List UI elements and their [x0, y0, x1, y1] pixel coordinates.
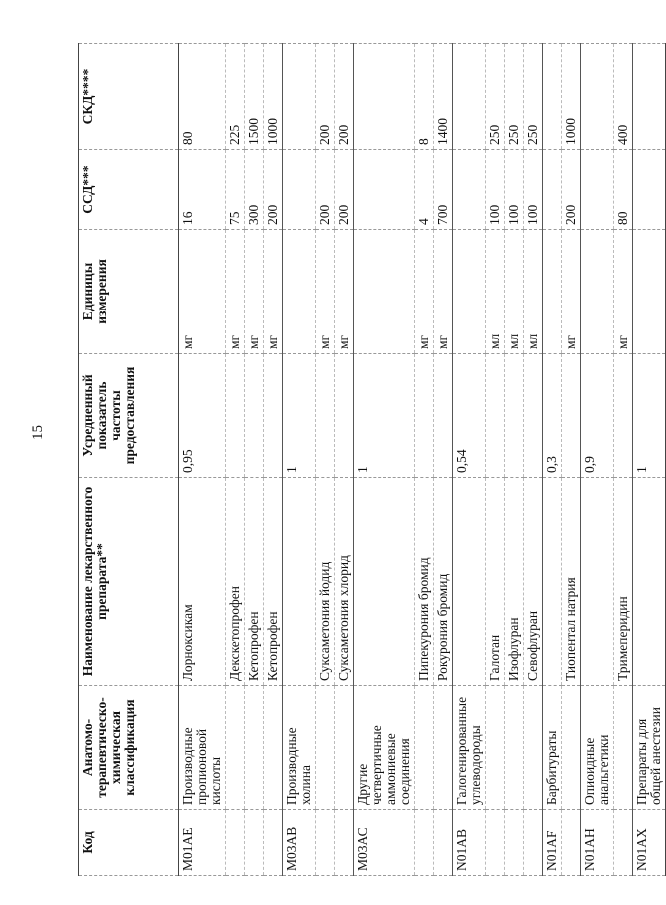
cell-drug [633, 478, 666, 686]
cell-ssd: 700 [434, 150, 453, 230]
cell-ssd: 100 [486, 150, 505, 230]
cell-freq [226, 354, 245, 478]
cell-code: N01AH [581, 810, 614, 876]
cell-atc: Производные пропионовой кислоты [179, 686, 226, 810]
table-row [453, 44, 486, 876]
rotated-table-container [78, 44, 663, 876]
cell-skd [453, 44, 486, 150]
cell-freq [614, 354, 633, 478]
cell-unit: мл [524, 230, 543, 354]
table-row [245, 44, 264, 876]
cell-drug: Кетопрофен [264, 478, 283, 686]
cell-drug [354, 478, 415, 686]
cell-skd: 400 [614, 44, 633, 150]
cell-drug: Суксаметония йодид [316, 478, 335, 686]
cell-atc [524, 686, 543, 810]
cell-unit: мг [562, 230, 581, 354]
cell-ssd [354, 150, 415, 230]
cell-atc [415, 686, 434, 810]
cell-atc [245, 686, 264, 810]
cell-code: М03АВ [283, 810, 316, 876]
header-drug: Наименование лекарственного препарата** [79, 478, 179, 686]
table-row [415, 44, 434, 876]
cell-ssd: 200 [335, 150, 354, 230]
cell-unit: мг [434, 230, 453, 354]
cell-unit: мл [505, 230, 524, 354]
cell-unit [354, 230, 415, 354]
header-atc: Анатомо-терапевтическо-химическая классификация [79, 686, 179, 810]
cell-drug: Кетопрофен [245, 478, 264, 686]
cell-drug [581, 478, 614, 686]
cell-ssd: 200 [562, 150, 581, 230]
cell-drug [453, 478, 486, 686]
cell-code [614, 810, 633, 876]
cell-atc: Барбитураты [543, 686, 562, 810]
cell-skd: 200 [335, 44, 354, 150]
cell-freq: 0,3 [543, 354, 562, 478]
table-row [354, 44, 415, 876]
cell-code [486, 810, 505, 876]
cell-atc [614, 686, 633, 810]
cell-unit [633, 230, 666, 354]
cell-code [524, 810, 543, 876]
table-row [633, 44, 666, 876]
cell-atc [264, 686, 283, 810]
cell-freq: 1 [354, 354, 415, 478]
cell-freq [415, 354, 434, 478]
cell-atc [505, 686, 524, 810]
cell-code: М01АЕ [179, 810, 226, 876]
cell-ssd [581, 150, 614, 230]
cell-drug: Рокурония бромид [434, 478, 453, 686]
header-unit: Единицы измерения [79, 230, 179, 354]
cell-unit [453, 230, 486, 354]
header-row [79, 44, 179, 876]
cell-skd: 225 [226, 44, 245, 150]
table-row [614, 44, 633, 876]
cell-atc [562, 686, 581, 810]
cell-code [505, 810, 524, 876]
cell-code: N01AF [543, 810, 562, 876]
cell-skd: 1000 [562, 44, 581, 150]
cell-ssd [453, 150, 486, 230]
cell-unit: мг [245, 230, 264, 354]
cell-ssd [283, 150, 316, 230]
cell-skd [633, 44, 666, 150]
table-row [335, 44, 354, 876]
header-code: Код [79, 810, 179, 876]
cell-atc [226, 686, 245, 810]
cell-unit: мг [335, 230, 354, 354]
header-freq: Усредненный показатель частоты предоставления [79, 354, 179, 478]
cell-ssd: 4 [415, 150, 434, 230]
table-row [486, 44, 505, 876]
cell-freq [524, 354, 543, 478]
cell-unit: мг [614, 230, 633, 354]
cell-freq: 0,95 [179, 354, 226, 478]
table-row [505, 44, 524, 876]
table-row [562, 44, 581, 876]
cell-atc: Галогенированные углеводороды [453, 686, 486, 810]
cell-drug: Декскетопрофен [226, 478, 245, 686]
cell-ssd: 75 [226, 150, 245, 230]
cell-skd [283, 44, 316, 150]
cell-freq [505, 354, 524, 478]
cell-unit [581, 230, 614, 354]
table-row [543, 44, 562, 876]
table-row [179, 44, 226, 876]
cell-skd: 1400 [434, 44, 453, 150]
drug-table [78, 43, 666, 876]
cell-drug: Тиопентал натрия [562, 478, 581, 686]
cell-freq [335, 354, 354, 478]
cell-freq [486, 354, 505, 478]
cell-ssd: 100 [524, 150, 543, 230]
cell-drug: Лорноксикам [179, 478, 226, 686]
cell-unit: мг [179, 230, 226, 354]
cell-drug: Галотан [486, 478, 505, 686]
table-row [434, 44, 453, 876]
cell-drug: Пипекурония бромид [415, 478, 434, 686]
cell-freq [434, 354, 453, 478]
cell-unit: мг [316, 230, 335, 354]
cell-code [335, 810, 354, 876]
cell-freq [245, 354, 264, 478]
cell-atc [434, 686, 453, 810]
cell-skd: 250 [486, 44, 505, 150]
cell-skd: 1000 [264, 44, 283, 150]
cell-skd: 80 [179, 44, 226, 150]
cell-ssd: 200 [316, 150, 335, 230]
cell-atc: Опиоидные анальгетики [581, 686, 614, 810]
cell-ssd: 100 [505, 150, 524, 230]
cell-ssd: 200 [264, 150, 283, 230]
cell-unit: мг [415, 230, 434, 354]
page-number: 15 [30, 425, 46, 440]
cell-freq: 1 [283, 354, 316, 478]
cell-code [415, 810, 434, 876]
cell-drug: Изофлуран [505, 478, 524, 686]
cell-code [226, 810, 245, 876]
cell-drug: Суксаметония хлорид [335, 478, 354, 686]
cell-skd: 250 [505, 44, 524, 150]
cell-skd [543, 44, 562, 150]
cell-code [264, 810, 283, 876]
cell-freq [264, 354, 283, 478]
table-row [264, 44, 283, 876]
cell-ssd: 80 [614, 150, 633, 230]
cell-atc: Препараты для общей анестезии [633, 686, 666, 810]
table-row [226, 44, 245, 876]
cell-code: N01AB [453, 810, 486, 876]
table-row [316, 44, 335, 876]
cell-freq [316, 354, 335, 478]
cell-code: N01AX [633, 810, 666, 876]
cell-drug [543, 478, 562, 686]
cell-skd [581, 44, 614, 150]
cell-drug: Севофлуран [524, 478, 543, 686]
cell-unit [543, 230, 562, 354]
cell-unit: мг [226, 230, 245, 354]
cell-atc: Производные холина [283, 686, 316, 810]
table-row [283, 44, 316, 876]
cell-skd: 8 [415, 44, 434, 150]
cell-ssd: 300 [245, 150, 264, 230]
cell-code [562, 810, 581, 876]
cell-unit: мг [264, 230, 283, 354]
cell-freq: 1 [633, 354, 666, 478]
table-row [581, 44, 614, 876]
cell-code [245, 810, 264, 876]
cell-atc [486, 686, 505, 810]
cell-code [434, 810, 453, 876]
cell-skd [354, 44, 415, 150]
cell-drug: Тримеперидин [614, 478, 633, 686]
cell-code: М03АС [354, 810, 415, 876]
cell-drug [283, 478, 316, 686]
cell-unit: мл [486, 230, 505, 354]
cell-atc: Другие четвертичные аммониевые соединения [354, 686, 415, 810]
cell-atc [316, 686, 335, 810]
table-row [524, 44, 543, 876]
header-skd: СКД**** [79, 44, 179, 150]
cell-skd: 250 [524, 44, 543, 150]
cell-freq [562, 354, 581, 478]
cell-unit [283, 230, 316, 354]
cell-atc [335, 686, 354, 810]
cell-skd: 200 [316, 44, 335, 150]
cell-skd: 1500 [245, 44, 264, 150]
cell-ssd [543, 150, 562, 230]
cell-freq: 0,54 [453, 354, 486, 478]
cell-freq: 0,9 [581, 354, 614, 478]
cell-ssd: 16 [179, 150, 226, 230]
header-ssd: ССД*** [79, 150, 179, 230]
cell-code [316, 810, 335, 876]
cell-ssd [633, 150, 666, 230]
